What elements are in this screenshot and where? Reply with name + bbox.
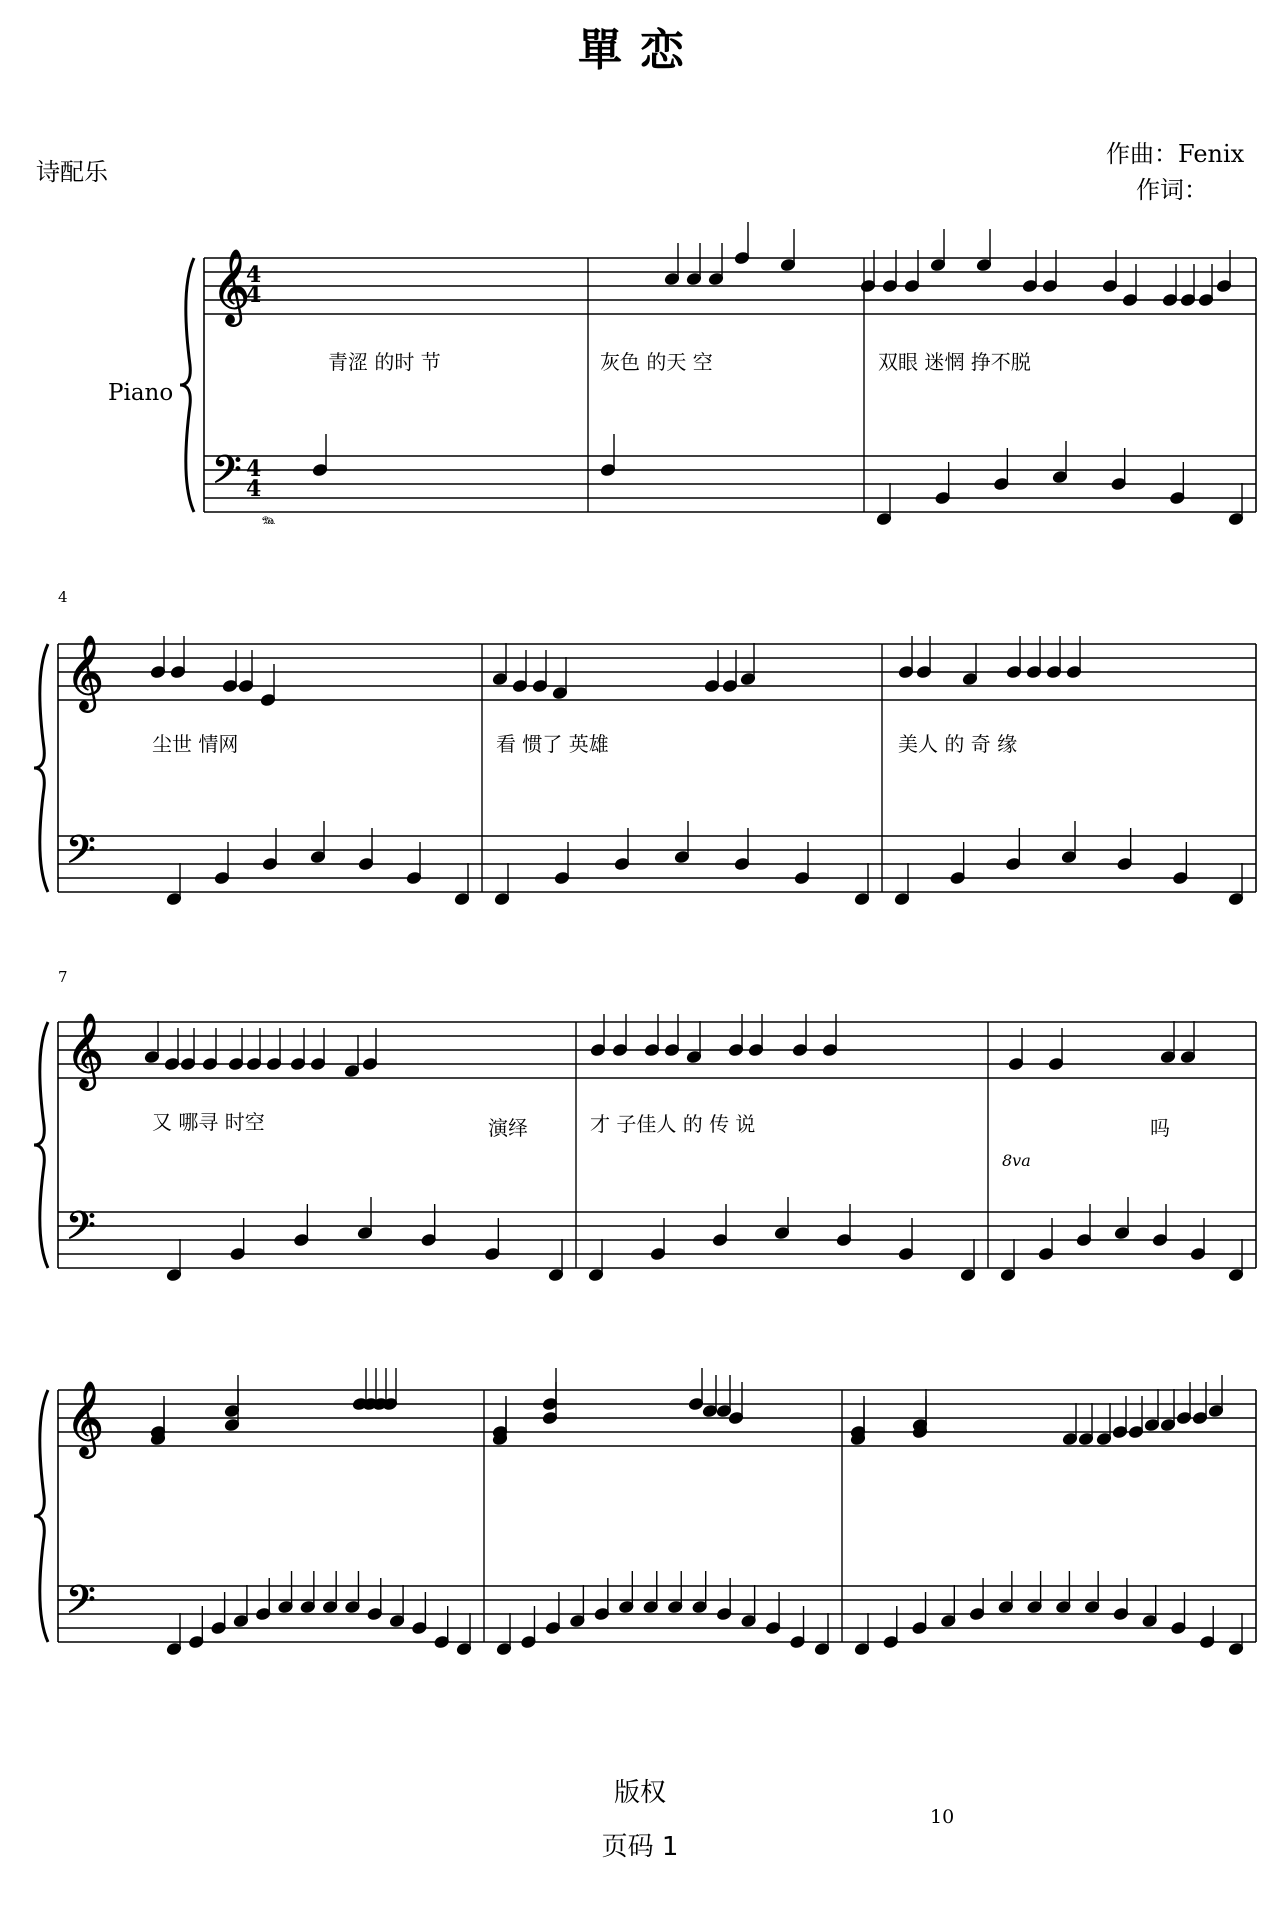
copyright-label: 版权 [613,1778,666,1808]
lyric-line: 吗 [1150,1116,1170,1140]
time-signature-treble-bottom: 4 [246,282,262,308]
time-signature-bass-bottom: 4 [246,476,262,502]
lyric-line: 美人 的 奇 缘 [898,732,1018,756]
treble-clef-icon: 𝄞 [212,250,250,324]
ottava-marking: 8va [1002,1151,1031,1170]
page-title: 單恋 [578,25,702,76]
genre-label: 诗配乐 [36,158,108,186]
page-count: 10 [930,1806,955,1828]
time-signature-bass-top: 4 [246,456,262,482]
lyric-line: 又 哪寻 时空 [152,1110,265,1134]
time-signature-treble-top: 4 [246,262,262,288]
lyricist-credit: 作词： [1136,176,1208,204]
page-number-label: 页码 1 [601,1832,679,1862]
treble-clef-icon: 𝄞 [66,1014,104,1088]
measure-number: 4 [58,588,68,606]
composer-credit: 作曲：Fenix [1106,140,1245,168]
bass-clef-icon: 𝄢 [212,447,242,501]
lyric-line: 青涩 的时 节 [328,350,441,374]
lyric-line: 尘世 情网 [152,732,239,756]
instrument-label: Piano [108,380,174,406]
lyric-line: 看 惯了 英雄 [496,732,609,756]
pedal-marking: 𝆮 [262,511,276,535]
treble-clef-icon: 𝄞 [66,1382,104,1456]
brace [34,1390,48,1642]
lyric-line: 双眼 迷惘 挣不脱 [878,350,1031,374]
lyric-line: 灰色 的天 空 [600,350,713,374]
measure-number: 7 [58,968,68,986]
brace [180,258,194,512]
brace [34,644,48,892]
bass-clef-icon: 𝄢 [66,1577,96,1631]
bass-clef-icon: 𝄢 [66,1203,96,1257]
lyric-line: 才 子佳人 的 传 说 [590,1112,756,1136]
brace [34,1022,48,1268]
bass-clef-icon: 𝄢 [66,827,96,881]
lyric-line: 演绎 [488,1116,528,1140]
treble-clef-icon: 𝄞 [66,636,104,710]
